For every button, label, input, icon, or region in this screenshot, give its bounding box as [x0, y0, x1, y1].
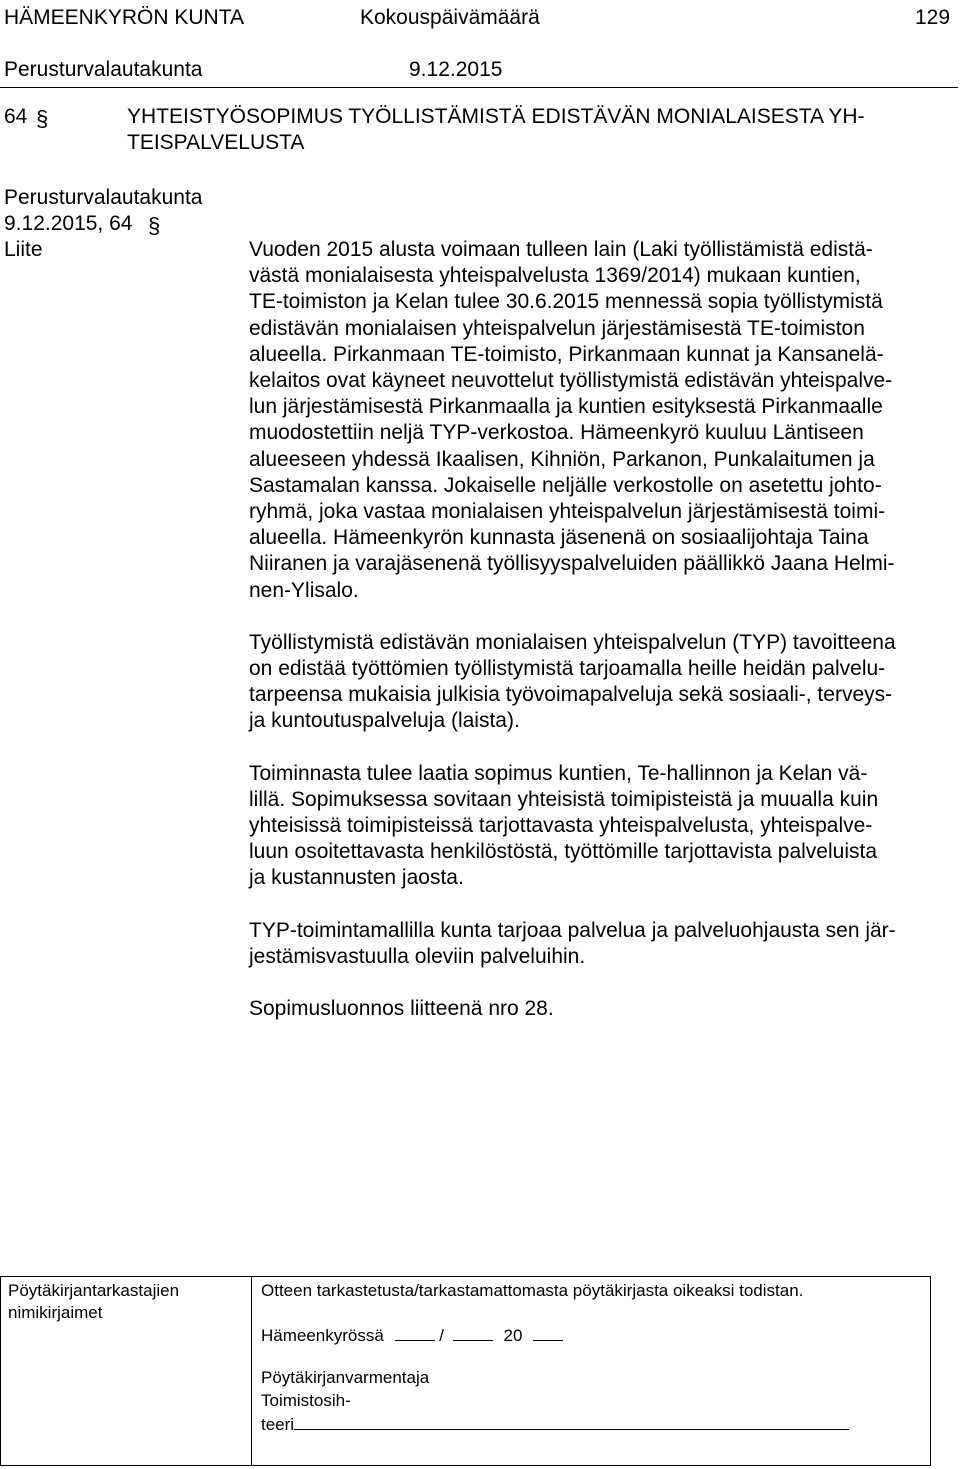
ref-date-item: 9.12.2015, 64 — [4, 212, 133, 235]
initials-label-line2: nimikirjaimet — [8, 1303, 103, 1322]
text-line: Niiranen ja varajäsenenä työllisyyspalveluiden päällikkö Jaana Helmi- — [249, 552, 895, 576]
header-rule — [0, 87, 958, 88]
text-line: alueella. Pirkanmaan TE-toimisto, Pirkanmaan kunnat ja Kansanelä- — [249, 342, 884, 366]
section-title-line1: YHTEISTYÖSOPIMUS TYÖLLISTÄMISTÄ EDISTÄVÄN MONIALAISESTA YH- — [127, 105, 865, 128]
date-slash: / — [439, 1326, 445, 1345]
page-number: 129 — [915, 6, 951, 29]
year-prefix: 20 — [503, 1326, 523, 1345]
signature-footer — [0, 1276, 958, 1466]
text-line: tarpeensa mukaisia julkisia työvoimapalveluja sekä sosiaali-, terveys- — [249, 683, 893, 707]
text-line: västä monialaisesta yhteispalvelusta 1369/2014) mukaan kuntien, — [249, 264, 861, 288]
text-line: Työllistymistä edistävän monialaisen yhteispalvelun (TYP) tavoitteena — [249, 630, 896, 654]
text-line: jestämisvastuulla oleviin palveluihin. — [249, 944, 586, 968]
month-blank — [453, 1324, 493, 1341]
text-line: alueeseen yhdessä Ikaalisen, Kihniön, Parkanon, Punkalaitumen ja — [249, 447, 875, 471]
section-number: 64 — [4, 105, 28, 128]
text-line: Sopimusluonnos liitteenä nro 28. — [249, 997, 554, 1021]
paragraph-5 — [249, 996, 954, 1022]
official-title-line2 — [261, 1413, 849, 1436]
text-line: ja kuntoutuspalveluja (laista). — [249, 709, 520, 733]
text-line: yhteisissä toimipisteissä tarjottavasta yhteispalvelusta, yhteispalve- — [249, 814, 873, 838]
header-org: HÄMEENKYRÖN KUNTA — [4, 6, 244, 29]
text-line: Vuoden 2015 alusta voimaan tulleen lain (Laki työllistämistä edistä- — [249, 238, 873, 261]
paragraph-1 — [249, 237, 954, 604]
text-line: Sastamalan kanssa. Jokaiselle neljälle verkostolle on asetettu johto- — [249, 473, 882, 497]
official-title-text: teeri — [261, 1415, 295, 1434]
header-date: 9.12.2015 — [409, 58, 503, 81]
ref-label: Liite — [4, 238, 43, 261]
year-blank — [533, 1324, 563, 1341]
place-label: Hämeenkyrössä — [261, 1326, 384, 1345]
text-line: luun osoitettavasta henkilöstöstä, työttömille tarjottavista palveluista — [249, 840, 878, 864]
day-blank — [395, 1324, 435, 1341]
certification-text: Otteen tarkastetusta/tarkastamattomasta pöytäkirjasta oikeaksi todistan. — [261, 1281, 804, 1300]
text-line: TE-toimiston ja Kelan tulee 30.6.2015 mennessä sopia työllistymistä — [249, 290, 883, 314]
initials-label-line1: Pöytäkirjantarkastajien — [8, 1281, 180, 1300]
text-line: ja kustannusten jaosta. — [249, 866, 464, 890]
text-line: TYP-toimintamallilla kunta tarjoaa palvelua ja palveluohjausta sen jär- — [249, 918, 896, 942]
text-line: alueella. Hämeenkyrön kunnasta jäsenenä on sosiaalijohtaja Taina — [249, 526, 869, 550]
text-line: lun järjestämisestä Pirkanmaalla ja kuntien esityksestä Pirkanmaalle — [249, 395, 883, 419]
header-body: Perusturvalautakunta — [4, 58, 203, 81]
ref-body: Perusturvalautakunta — [4, 186, 203, 209]
official-title-line1: Toimistosih- — [261, 1391, 351, 1410]
ref-symbol: § — [148, 213, 161, 238]
section-symbol: § — [36, 106, 49, 131]
text-line: Toiminnasta tulee laatia sopimus kuntien, Te-hallinnon ja Kelan vä- — [249, 761, 868, 785]
text-line: ryhmä, joka vastaa monialaisen yhteispalvelun järjestämisestä toimi- — [249, 500, 886, 524]
header-date-label: Kokouspäivämäärä — [360, 6, 540, 29]
text-line: on edistää työttömien työllistymistä tarjoamalla heille heidän palvelu- — [249, 657, 886, 681]
text-line: edistävän monialaisen yhteispalvelun järjestämisestä TE-toimiston — [249, 316, 865, 340]
text-line: nen-Ylisalo. — [249, 578, 359, 602]
paragraph-4 — [249, 918, 954, 970]
signature-blank — [294, 1413, 849, 1430]
text-line: kelaitos ovat käyneet neuvottelut työllistymistä edistävän yhteispalve- — [249, 369, 893, 393]
verifier-label: Pöytäkirjanvarmentaja — [261, 1368, 430, 1387]
section-title-line2: TEISPALVELUSTA — [127, 131, 305, 154]
paragraph-2 — [249, 630, 954, 735]
text-line: muodostettiin neljä TYP-verkostoa. Hämeenkyrö kuuluu Läntiseen — [249, 421, 864, 445]
document-body — [249, 237, 954, 1048]
place-date-line — [261, 1324, 563, 1347]
text-line: lillä. Sopimuksessa sovitaan yhteisistä toimipisteistä ja muualla kuin — [249, 787, 879, 811]
paragraph-3 — [249, 761, 954, 892]
